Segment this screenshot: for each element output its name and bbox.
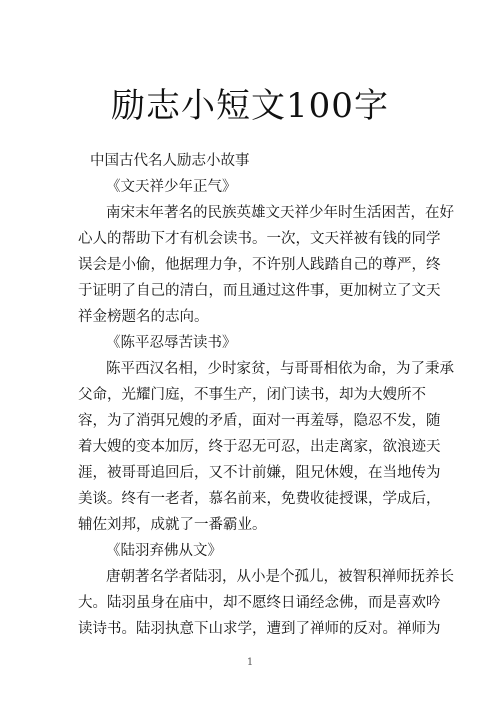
paragraph-line: 南宋末年著名的民族英雄文天祥少年时生活困苦，在好: [106, 205, 454, 221]
paragraph-line: 祥金榜题名的志向。: [78, 309, 209, 325]
document-body: [78, 148, 454, 642]
paragraph-line: 辅佐刘邦，成就了一番霸业。: [78, 517, 267, 533]
paragraph-line: 容，为了消弭兄嫂的矛盾，面对一再羞辱，隐忍不发，随: [78, 413, 441, 429]
paragraph-line: 大。陆羽虽身在庙中，却不愿终日诵经念佛，而是喜欢吟: [78, 595, 441, 611]
paragraph-line: 唐朝著名学者陆羽，从小是个孤儿，被智积禅师抚养长: [106, 569, 454, 585]
paragraph-line: 父命，光耀门庭，不事生产，闭门读书，却为大嫂所不: [78, 387, 426, 403]
paragraph-line: 美谈。终有一老者，慕名前来，免费收徒授课，学成后，: [78, 491, 441, 507]
paragraph-line: 涯，被哥哥追回后，又不计前嫌，阻兄休嫂，在当地传为: [78, 465, 441, 481]
document-title: 励志小短文100字: [111, 86, 389, 126]
page-number: 1: [246, 657, 254, 668]
story-title: 《文天祥少年正气》: [106, 179, 237, 195]
paragraph-line: 着大嫂的变本加厉，终于忍无可忍，出走离家，欲浪迹天: [78, 439, 441, 455]
paragraph-line: 陈平西汉名相，少时家贫，与哥哥相依为命，为了秉承: [106, 361, 454, 377]
paragraph-line: 误会是小偷，他据理力争，不许别人践踏自己的尊严，终: [78, 257, 441, 273]
paragraph-line: 心人的帮助下才有机会读书。一次，文天祥被有钱的同学: [78, 231, 441, 247]
paragraph-line: 于证明了自己的清白，而且通过这件事，更加树立了文天: [78, 283, 441, 299]
paragraph-line: 读诗书。陆羽执意下山求学，遭到了禅师的反对。禅师为: [78, 621, 441, 637]
story-title: 《陈平忍辱苦读书》: [106, 335, 237, 351]
story-title: 《陆羽弃佛从文》: [106, 543, 222, 559]
section-heading: 中国古代名人励志小故事: [90, 153, 250, 169]
